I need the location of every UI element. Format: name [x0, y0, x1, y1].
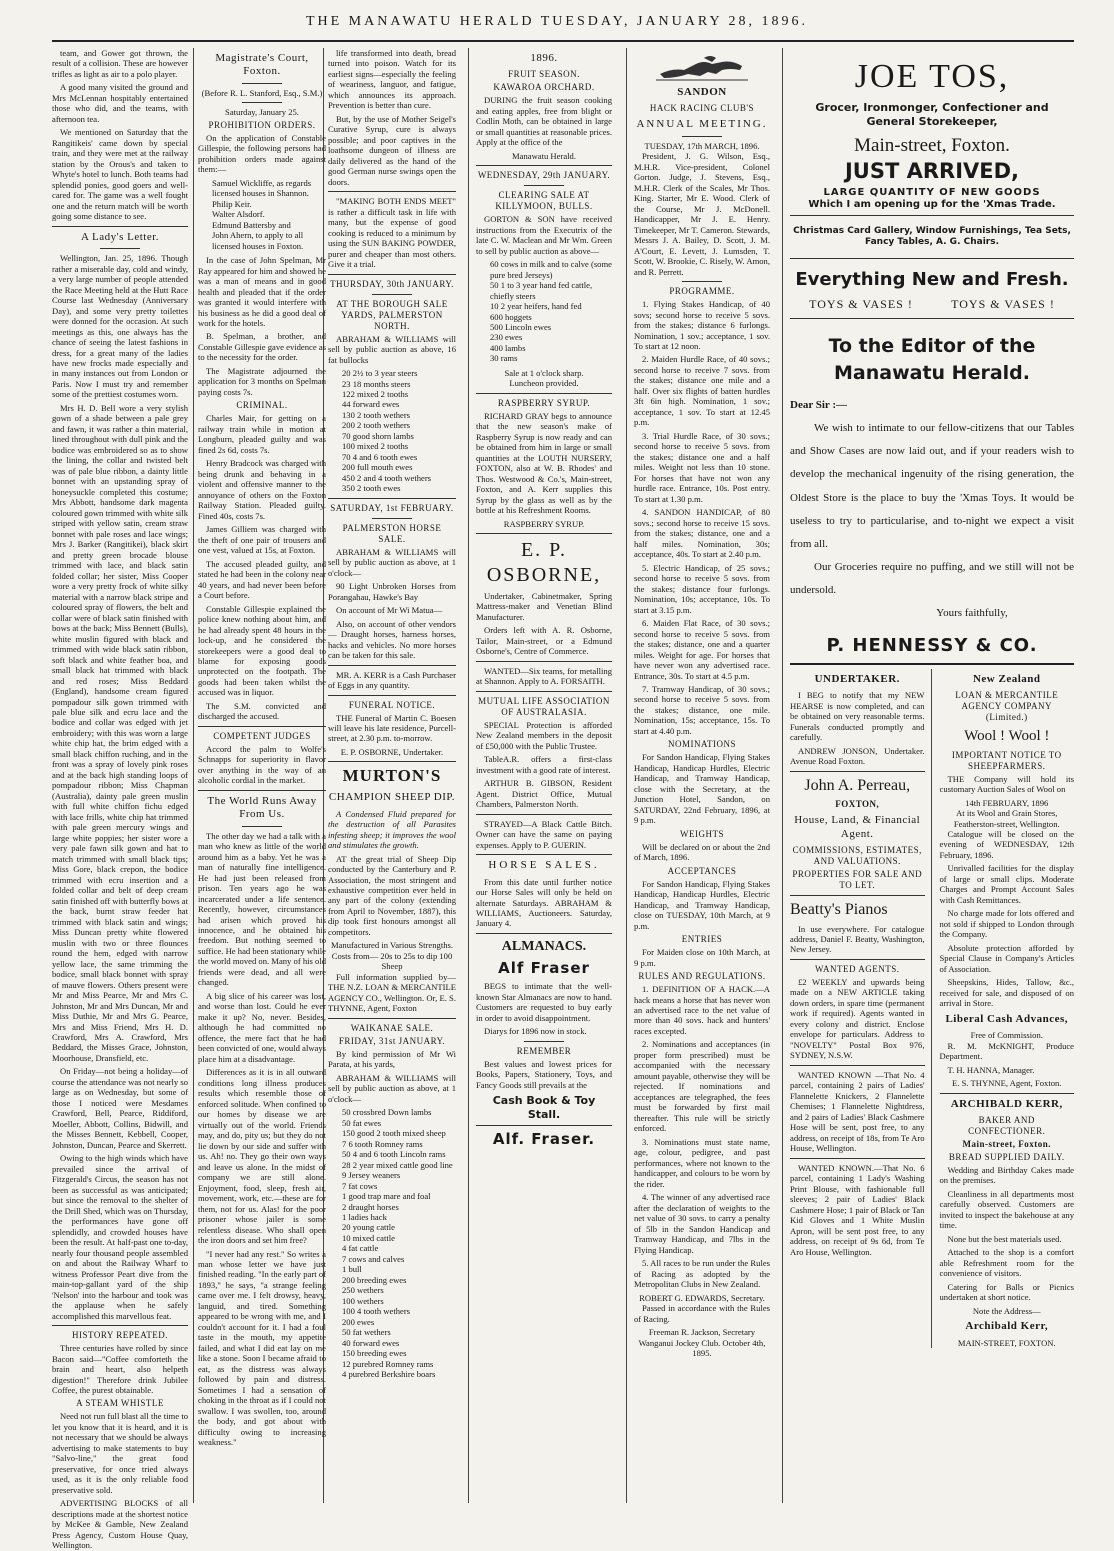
list-item: 150 breeding ewes: [342, 1348, 407, 1359]
court-date: Saturday, January 25.: [225, 107, 299, 118]
advert-text: ABRAHAM & WILLIAMS will sell by public auction as above, at 1 o'clock—: [328, 1072, 456, 1104]
advert-text: DURING the fruit season cooking and eating apples, free from blight or Codlin Moth, can be obtained in large or small quantities at reasonable prices. Apply at the office of the: [476, 95, 612, 148]
divider: [328, 695, 456, 696]
article-text: A big slice of his career was lost, and worse than lost. Could he ever make it up? No, never. Besides, although he had committed no offence, the mere fact that he had been convicted of one, would always place him at a disadvantage.: [198, 990, 326, 1064]
advert-text: Sale at 1 o'clock sharp.: [504, 367, 584, 378]
advert-text: Catalogue will be closed on the evening of WEDNESDAY, 12th February, 1896.: [939, 829, 1074, 860]
advert-subtitle: CHAMPION SHEEP DIP.: [328, 791, 456, 804]
rule-item: 2. Nominations and acceptances (in proper form prescribed) must be accompanied with the necessary amount payable, otherwise they will be rejected. If nominations and acceptances are telegraphed, the fees must be forwarded by first mail thereafter. This rule will be strictly enforced.: [634, 1039, 770, 1134]
advert-text: ARTHUR B. GIBSON, Resident Agent. District Office, Mutual Chambers, Palmerston North.: [476, 778, 612, 810]
list-item: 200 breeding ewes: [342, 1274, 407, 1285]
article-text: A good many visited the ground and Mrs McLennan hospitably entertained those who did, and the teams, with afternoon tea.: [52, 82, 188, 124]
divider: [242, 83, 282, 84]
advert-text: House, Land, & Financial Agent.: [794, 814, 921, 840]
advert-subtitle: HACK RACING CLUB'S: [649, 103, 755, 114]
advert-address: Main-street, Foxton.: [962, 1138, 1052, 1149]
column-divider: [782, 48, 783, 1503]
section-title: WEIGHTS: [680, 828, 724, 839]
list-item: Samuel Wickliffe, as regards licensed houses in Shannon.: [212, 177, 312, 199]
advert-text: For Sandon Handicap, Flying Stakes Handicap, Handicap Hurdles, Electric Handicap, and Tramway Handicap, close with the Secretary, at the Junction Hotel, Sandon, on SATURDAY, 22nd February, 1896, at 9 p.m.: [634, 752, 770, 826]
list-item: John Ahern, to apply to all licensed houses in Foxton.: [212, 230, 304, 251]
divider: [790, 1158, 925, 1159]
advert-signature: Alf. Fraser.: [492, 1129, 596, 1148]
letter-title: To the Editor of the Manawatu Herald.: [828, 334, 1036, 384]
advert-text: Also, on account of other vendors— Draught horses, harness horses, hacks and vehicles. No more horses can be taken for this sale.: [328, 618, 456, 661]
advert-title: RASPBERRY SYRUP.: [497, 397, 591, 408]
advert-subtitle: FOXTON,: [835, 799, 880, 810]
column-divider: [468, 48, 469, 1503]
article-text: The accused pleaded guilty, and stated he had been in the colony near 40 years, and had never been before a Court before.: [198, 558, 326, 601]
advert-title: E. P. OSBORNE,: [486, 539, 602, 586]
divider: [940, 1093, 1075, 1094]
advert-text: ABRAHAM & WILLIAMS will sell by public auction as above, at 1 o'clock—: [328, 546, 456, 578]
list-item: 4 fat cattle: [342, 1243, 379, 1254]
advert-text: ABRAHAM & WILLIAMS will sell by public auction as above, 16 fat bullocks: [328, 333, 456, 365]
advert-text: Christmas Card Gallery, Window Furnishings, Tea Sets, Fancy Tables, A. G. Chairs.: [793, 226, 1071, 248]
divider: [476, 814, 612, 815]
advert-text: 90 Light Unbroken Horses from Porangahau, Hawke's Bay: [328, 581, 456, 602]
race-item: 6. Maiden Flat Race, of 30 sovs.; second horse to receive 5 sovs. from the stakes; distance, one and a quarter miles. Weight for age. For horses that have never won any advertised race. Entrance, 30s. To start at 4.5 p.m.: [634, 618, 770, 681]
list-item: 500 Lincoln ewes: [490, 322, 552, 332]
column-5: [634, 48, 770, 1503]
article-text: On the application of Constable Gillespie, the following persons had prohibition orders made against them:—: [198, 132, 326, 175]
divider: [476, 393, 612, 394]
race-item: 4. SANDON HANDICAP, of 80 sovs.; second horse to receive 15 sovs. from the stakes; distance, one and a half miles. Nomination, 30s; acceptance, 40s. To start at 2.40 p.m.: [634, 507, 770, 560]
advert-signature: Manawatu Herald.: [512, 150, 576, 161]
list-item: 20 young cattle: [342, 1222, 395, 1233]
divider: [328, 274, 456, 275]
advert-text: Luncheon provided.: [509, 378, 579, 389]
divider: [372, 518, 412, 519]
divider: [524, 185, 564, 186]
article-text: James Gilliem was charged with the theft of one pair of trousers and one vest, valued at 15s, at Foxton.: [198, 524, 326, 556]
advert-text: RICHARD GRAY begs to announce that the new season's make of Raspberry Syrup is now ready and can be obtained from him in large or small quantities at the LOUTH NURSERY, FOXTON, also at W. B. Rhodes' and Thos. Westwood & Co.'s, Main-street, Foxton, and A. Kerr supplies this Syrup by the glass as well as by the bottle at his Refreshment Rooms.: [476, 410, 612, 516]
advert-text: COMMISSIONS, ESTIMATES, AND VALUATIONS.: [792, 845, 922, 867]
advert-text: Unrivalled facilities for the display of large or small clips. Moderate Charges and Prompt Account Sales with Cash Remittances.: [939, 863, 1074, 905]
advert-title: MUTUAL LIFE ASSOCIATION OF AUSTRALASIA.: [478, 695, 610, 717]
article-title: A Lady's Letter.: [80, 230, 160, 243]
letter-salutation: Dear Sir :—: [790, 399, 848, 412]
column-divider: [193, 48, 194, 1503]
sale-date: FRIDAY, 31st JANUARY.: [338, 1035, 446, 1046]
divider: [242, 826, 282, 827]
article-text: "I never had any rest." So writes a man whose letter we have just finished reading. "In the early part of 1893," he says, "a strange feeling came over me. I felt drowsy, heavy, languid, and tired. Something appeared to be wrong with me, and I couldn't account for it. I had a foul taste in the mouth, my appetite failed, and what I did eat lay on me like a stone. Soon I became afraid to eat, as the distress was always followed by pain and distress. Sometimes I had a sensation of choking in the throat as if I could not swallow. I was swollen, too, around the body, and got about with difficulty owing to increasing weakness.": [198, 1248, 326, 1448]
section-title: PROGRAMME.: [669, 286, 735, 297]
advert-text: Attached to the shop is a comfort able Refreshment room for the convenience of visitors.: [939, 1247, 1074, 1279]
column-1: [52, 48, 189, 1551]
divider: [328, 1018, 456, 1019]
article-title: The World Runs Away From Us.: [207, 794, 317, 821]
advert-text: GORTON & SON have received instructions from the Executrix of the late C. W. Maclean and Mr Wm. Green to sell by public auction as above—: [476, 214, 612, 256]
advert-title: John A. Perreau,: [804, 776, 911, 794]
list-item: 60 cows in milk and to calve (some pure bred Jerseys): [490, 259, 612, 280]
divider: [790, 959, 925, 960]
list-item: 50 fat ewes: [342, 1117, 382, 1128]
article-text: Accord the palm to Wolfe's Schnapps for superiority in flavor over anything in the way of an alcoholic cordial in the market.: [198, 743, 326, 786]
divider: [476, 691, 612, 692]
advert-text: Cleanliness in all departments most carefully observed. Customers are invited to inspect the bakehouse at any time.: [939, 1188, 1074, 1231]
list-item: 44 forward ewes: [342, 399, 400, 410]
list-item: 600 hoggets: [490, 311, 532, 322]
masthead-rule: [52, 40, 1074, 42]
race-item: 3. Trial Hurdle Race, of 30 sovs.; second horse to receive 5 sovs. from the stakes; distance one and a half miles. Weight not less than 10 stone. For horses that have not won any hurdle race. Entrance, 10s. Post entry. To start at 1.30 p.m.: [634, 430, 770, 504]
article-text: Mrs H. D. Bell wore a very stylish gown of a shade between a pale grey and fawn, it was rather a thin material, lined throughout with dull pink and the bodice was embroidered so as to show the lining, the collar and twisted belt was of pale blue ribbon, a dainty little bonnet with an upstanding spray of honeysuckle completed this costume; Mrs Abbott, handsome dark magenta coloured gown trimmed with white silk striped with yellow satin, cream straw bonnet with pale roses and lace wings; Mrs J. Barker (Rangitikei), black skirt and pretty green brocade blouse trimmed with lace, and black satin folded collar; her sister, Miss Cooper wore a very pretty frock of white silky material with a narrow black stripe and coloured spray of flowers, the belt and collar were of black satin finished with bows at the back; Miss Bennett (Bulls), white muslin figured with black and trimmed with wide black satin ribbon, soft black and white feather boa, and small black hat trimmed with black and red roses; Miss Beddard (England), handsome cream figured pompadour silk gown trimmed with pale blue silk and ecru lace and the bodice and collar was edged with jet embroidery; with this was worn a large white chip hat, the brim edged with a small black chiffon ruching, and in the front was a spray of lovely pink roses and at the back high standing loops of pompadour ribbon; Miss Chapman (Australia), dainty pale green muslin with full white chiffon fichu edged with lace frills, white chip hat trimmed with pale green mercury wings and large white poppies; her sister wore a very pale fawn silk gown and hat to match trimmed with small black tips; Miss Gore, black crepon, the bodice trimmed with ecru insertion and a folded collar and belt of deep cream satin finished off with butterfly bows at the back, burnt straw feeder hat trimmed with black satin and wings; Miss Duncan pretty white flowered muslin with two or three flounces round the hem, edged with narrow yellow lace, the same trimming the bodice, small black bonnet with spray of mauve flowers. Others present were Mr and Miss Pearce, Mr and Mrs C. Johnston, Mr and Mrs Duncan, Mr and Miss Duthie, Mr and Mrs G. Pearce, Mrs and Miss Friend, Mrs H. D. Crawford, Mrs A. Crawford, Mrs Beddard, the Misses Grace, Johnston, Moorhouse, Dransfield, etc.: [52, 402, 188, 1063]
list-item: 7 cows and calves: [342, 1253, 405, 1264]
article-text: Wellington, Jan. 25, 1896. Though rather a miserable day, cold and windy, a very large number of people attended the Race Meeting held at the Hutt Race Course last Wednesday (Anniversary Day), and some very pretty toilettes were donned for the occasion. At such meetings as this, one always has the chance of seeing the latest fashions in dress, for a great many of the ladies have new frocks made especially and in many instances out from London or Paris. Now I must try and remember some of the prettiest costumes worn.: [52, 253, 188, 400]
advert-headline: Everything New and Fresh.: [795, 269, 1069, 291]
advert-text: Free of Commission.: [970, 1030, 1043, 1041]
advert-text: T. H. HANNA, Manager.: [947, 1064, 1035, 1075]
advert-title: Beatty's Pianos: [790, 901, 888, 918]
letter-signature: P. HENNESSY & CO.: [826, 635, 1038, 657]
list-item: 100 4 tooth wethers: [342, 1306, 411, 1317]
classified-left: [790, 669, 932, 1348]
divider: [476, 854, 612, 855]
advert-text: At its Wool and Grain Stores, Featherston-street, Wellington.: [953, 808, 1060, 829]
advert-subtitle: LOAN & MERCANTILE AGENCY COMPANY (Limited.): [955, 690, 1059, 723]
advert-text: Full information supplied by— THE N.Z. LOAN & MERCANTILE AGENCY CO., Wellington. Or, E. S. THYNNE, Agent, Foxton: [328, 971, 456, 1014]
advert-text: For Maiden close on 10th March, at 9 p.m.: [634, 947, 770, 968]
divider: [790, 1065, 925, 1066]
advert-subtitle: Grocer, Ironmonger, Confectioner and General Storekeeper,: [815, 101, 1049, 128]
list-item: 50 fat wethers: [342, 1327, 391, 1338]
advert-title: FRUIT SEASON.: [508, 69, 580, 80]
advert-title: JOE TOS,: [854, 58, 1010, 95]
list-item: 50 4 and 6 tooth Lincoln rams: [342, 1149, 446, 1160]
divider: [790, 771, 925, 772]
divider: [328, 665, 456, 666]
list-item: 70 good shorn lambs: [342, 430, 414, 441]
article-text: In the case of John Spelman, Mr Ray appeared for him and showed he was a man of means and in good health and pleaded that if the order was granted it would interfere with his business as he did a good deal of work for the hotels.: [198, 255, 326, 328]
advert-text: WANTED KNOWN.—That No. 6 parcel, containing 1 Lady's Washing Print Blouse, with fashionable full sleeves; 2 pair of Ladies' Black Cashmere Hose; 1 pair of Black or Tan Kid Gloves and 1 White Muslin Apron, will be sent post free, to any address, on receipt of 9s 6d, from Te Aro House, Wellington.: [790, 1162, 925, 1257]
advert-title: SANDON: [677, 86, 727, 98]
article-text: On Friday—not being a holiday—of course the attendance was not nearly so large as on Wednesday, but some of those I noticed were Mesdames Crawford, Bell, Pearce, Riddiford, Moeller, Abbott, Collins, Bidwill, and the Misses Bennett, Kebbell, Cooper, Johnston, Duncan, Pearce and Skerrett.: [52, 1066, 189, 1150]
notice-text: THE Funeral of Martin C. Boesen will leave his late residence, Purcell-street, at 2.30 p.m. to-morrow.: [328, 712, 456, 744]
list-item: 200 ewes: [342, 1316, 375, 1327]
divider: [242, 102, 282, 103]
sale-list: [490, 259, 612, 364]
notice-title: FUNERAL NOTICE.: [348, 699, 436, 710]
advert-text: Undertaker, Cabinetmaker, Spring Mattress-maker and Venetian Blind Manufacturer.: [476, 590, 612, 622]
sale-date: SATURDAY, 1st FEBRUARY.: [330, 502, 454, 513]
article-text: Differences as it is in all outward conditions long illness produces results which resemble those of enforced solitude. When confined to our homes by disease we are virtually out of the world. Friends may, and do, pity us; but they do not lie down by our side and suffer with us. Ah! no. They go their own ways and leave us alone. In the midst of company we are still alone. Enjoyment, food, sleep, fresh air, movement, work, etc.—these are for them, not for us. Alas! for the poor prisoner whose jailer is some relentless disease. Who shall open the iron doors and set him free?: [198, 1067, 326, 1246]
sale-title: PALMERSTON HORSE SALE.: [342, 522, 442, 544]
letter-text: Our Groceries require no puffing, and we still will not be undersold.: [790, 560, 1074, 596]
rule-item: 4. The winner of any advertised race after the declaration of weights to the net value of 30 sovs. to carry a penalty of 5lb in the Sandon Handicap and Tramway Handicap, and 7lbs in the Flying Handicap.: [634, 1192, 770, 1255]
column-2: [198, 48, 326, 1503]
advert-text: Sheepskins, Hides, Tallow, &c., received for sale, and disposed of on arrival in Store.: [939, 977, 1074, 1009]
advert-signature: E. S. THYNNE, Agent, Foxton.: [952, 1078, 1062, 1089]
advert-subtitle: REMEMBER: [516, 1045, 572, 1056]
article-title: COMPETENT JUDGES: [213, 730, 311, 741]
list-item: 40 forward ewes: [342, 1337, 400, 1348]
sale-title: CLEARING SALE AT KILLYMOON, BULLS.: [495, 190, 593, 212]
list-item: Walter Alsdorf.: [212, 209, 265, 220]
toys-row: [790, 297, 1074, 312]
section-title: RULES AND REGULATIONS.: [638, 971, 766, 982]
racehorse-icon: [652, 50, 752, 82]
divider: [372, 294, 412, 295]
article-title: Magistrate's Court, Foxton.: [215, 52, 309, 78]
divider: [476, 933, 612, 934]
advert-signature: RASPBERRY SYRUP.: [503, 518, 585, 529]
advert-subtitle: BAKER AND CONFECTIONER.: [968, 1114, 1046, 1136]
advert-text: THE Company will hold its customary Auction Sales of Wool on: [939, 773, 1074, 795]
divider: [524, 1041, 564, 1042]
divider: [52, 226, 188, 227]
advert-text: I BEG to notify that my NEW HEARSE is now completed, and can be obtained on very reasonable terms. Funerals conducted promptly and carefully.: [790, 690, 925, 743]
list-item: 12 purebred Romney rams: [342, 1358, 434, 1369]
divider: [100, 248, 140, 249]
advert-text: Will be declared on or about the 2nd of March, 1896.: [634, 841, 770, 863]
column-6: [790, 48, 1074, 1503]
rule-item: 3. Nominations must state name, age, colour, pedigree, and past performances, where not known to the handicapper, and colours to be worn by the rider.: [634, 1136, 770, 1189]
list-item: 28 2 year mixed cattle good line: [342, 1159, 453, 1170]
advert-title: WANTED AGENTS.: [815, 963, 900, 974]
divider: [198, 790, 326, 791]
sale-place: AT THE BOROUGH SALE YARDS, PALMERSTON NORTH.: [336, 298, 448, 331]
advert-subtitle: KAWAROA ORCHARD.: [493, 82, 595, 93]
letter-closing: Yours faithfully,: [936, 606, 1008, 619]
divider: [682, 136, 722, 137]
list-item: 30 rams: [490, 353, 518, 364]
article-text: team, and Gower got thrown, the result of a collision. These are however trifles as light as air to a polo player.: [52, 48, 188, 79]
court-before: (Before R. L. Stanford, Esq., S.M.): [201, 87, 323, 98]
advert-text: £2 WEEKLY and upwards being made on a NEW ARTICLE taking down orders, in spare time (permanent work if required). Agents wanted in every colony and district. Enclose envelope for particulars. Address to "NOVELTY" Postal Box 976, SYDNEY, N.S.W.: [790, 976, 925, 1061]
divider: [198, 726, 326, 727]
advert-text: Note the Address—: [972, 1305, 1041, 1316]
list-item: Philip Keir.: [212, 198, 252, 209]
advert-text: From this date until further notice our Horse Sales will only be held on alternate Saturdays. ABRAHAM & WILLIAMS, Auctioneers. Saturday, January 4.: [476, 876, 612, 929]
article-text: life transformed into death, bread turned into poison. Watch for its earliest signs—especially the feeling of weariness, languor, and fatigue, which announces its approach. Prevention is better than cure.: [328, 48, 456, 111]
advert-text: None but the best materials used.: [947, 1233, 1062, 1244]
advert-date: 14th FEBRUARY, 1896: [965, 797, 1049, 808]
article-title: A STEAM WHISTLE: [76, 1398, 164, 1409]
divider: [682, 281, 722, 282]
masthead: THE MANAWATU HERALD TUESDAY, JANUARY 28, 1896.: [305, 14, 809, 29]
advert-text: Orders left with A. R. Osborne, Tailor, Main-street, or a Edmund Osborne's, Centre of Commerce.: [476, 625, 612, 657]
advert-title: New Zealand: [972, 673, 1041, 686]
advert-text: SPECIAL Protection is afforded New Zealand members in the deposit of £50,000 with the Public Trustee.: [476, 719, 612, 751]
section-title: CRIMINAL.: [236, 400, 288, 411]
divider: [476, 533, 612, 534]
section-title: ENTRIES: [681, 934, 723, 945]
classified-right: [940, 669, 1075, 1348]
list-item: 400 lambs: [490, 342, 526, 353]
advert-text: "MAKING BOTH ENDS MEET" is rather a difficult task in life with many, but the expense of good cooking is reduced to a minimum by using the SUN BAKING POWDER, purer and cheaper than most others. Give it a trial.: [328, 196, 456, 270]
divider: [790, 215, 1074, 216]
article-text: The S.M. convicted and discharged the accused.: [198, 700, 326, 722]
list-item: 1 ladies hack: [342, 1212, 387, 1222]
advert-text: President, J. G. Wilson, Esq., M.H.R. Vice-president, Colonel Gorton. Judge, J. Stevens, Esq., M.H.R. Clerk of the Scales, Mr Thos. King. Starter, Mr E. Wood. Clerk of the Course, Mr J. McDonell. Handicapper, Mr J. E. Henry. Timekeeper, Mr T. Cameron. Stewards, Messrs J. A. Bailey, D. Scott, J. M. A'Court, E. Levett, J. Lumsden, T. Scott, W. Brookie, C. Risely, W. Amon, and R. Perrett.: [634, 151, 770, 277]
advert-text: Diarys for 1896 now in stock.: [484, 1026, 587, 1037]
list-item: 50 crossbred Down lambs: [342, 1107, 432, 1118]
list-item: 200 2 tooth wethers: [342, 420, 411, 431]
divider: [328, 191, 456, 192]
list-item: 130 2 tooth wethers: [342, 409, 411, 420]
advert-title: Cash Book & Toy Stall.: [492, 1094, 596, 1121]
advert-text: In use everywhere. For catalogue address, Daniel F. Beatty, Washington, New Jersey.: [790, 923, 925, 955]
sale-date: WEDNESDAY, 29th JANUARY.: [477, 170, 611, 181]
meeting-date: TUESDAY, 17th MARCH, 1896.: [644, 140, 760, 151]
advert-text: Catering for Balls or Picnics undertaken at short notice.: [939, 1281, 1074, 1303]
advert-text: By kind permission of Mr Wi Parata, at his yards,: [328, 1048, 456, 1070]
advert-subtitle: ANNUAL MEETING.: [636, 118, 768, 131]
advert-text: LARGE QUANTITY OF NEW GOODS: [823, 187, 1041, 199]
divider: [476, 165, 612, 166]
advert-text: AT the great trial of Sheep Dip conducted by the Canterbury and P. Association, the most stringent and exhaustive competition ever held in any part of the colony (extending from April to November, 1887), this dip took first honours amongst all competitors.: [328, 853, 456, 937]
sale-list: [342, 368, 456, 494]
list-item: Edmund Battersby and: [212, 219, 291, 230]
race-item: 5. Electric Handicap, of 25 sovs.; second horse to receive 5 sovs. from the stakes; distance four furlongs. Nomination, 10s; acceptance, 10s. To start at 3.15 p.m.: [634, 562, 770, 615]
article-text: But, by the use of Mother Seigel's Curative Syrup, cure is always possible; and poor captives in the loathsome dungeon of illness are daily delivered as the hand of the good German nurse swings open the doors.: [328, 113, 456, 187]
divider: [790, 258, 1074, 259]
letter-text: We wish to intimate to our fellow-citizens that our Tables and Show Cases are now laid out, and if your readers wish to develop the mechanical ingenuity of the rising generation, the Oldest Store is the place to buy the 'Xmas Toys. It would be useless to try to particularise, and to-night we expect a visit from all.: [790, 422, 1074, 550]
year-heading: 1896.: [530, 52, 558, 64]
advert-title: MURTON'S: [342, 766, 442, 786]
sale-title: WAIKANAE SALE.: [350, 1022, 434, 1033]
advert-text: Best values and lowest prices for Books, Papers, Stationery, Toys, and Fancy Goods still prevails at the: [476, 1058, 612, 1090]
advert-headline: Wool ! Wool !: [964, 728, 1050, 745]
advert-signature: ANDREW JONSON, Undertaker. Avenue Road Foxton.: [790, 745, 925, 767]
article-text: Three centuries have rolled by since Bacon said—"Coffee comforteth the brain and heart, also helpeth digestion!" Therefore drink Jubilee Coffee, the purest obtainable.: [52, 1343, 188, 1395]
advert-text: BEGS to intimate that the well-known Star Almanacs are now to hand. Customers are requested to buy early in order to avoid disappointment.: [476, 981, 612, 1023]
advert-text: BREAD SUPPLIED DAILY.: [948, 1151, 1065, 1162]
divider: [328, 761, 456, 762]
advert-title: HORSE SALES.: [488, 859, 600, 872]
race-item: 7. Tramway Handicap, of 30 sovs.; second horse to receive 5 sovs. from the stakes; distance, one mile. Nomination, 15s; acceptance, 15s. To start at 4.40 p.m.: [634, 684, 770, 736]
article-text: B. Spelman, a brother, and Constable Gillespie gave evidence as to the necessity for the order.: [198, 331, 326, 363]
column-3: [328, 48, 456, 1503]
article-text: Owing to the high winds which have prevailed since the arrival of Fitzgerald's Circus, the season has not been as successful as was anticipated; but since the removal to the shelter of the Drill Shed, which was on Thursday, the performances have gone off splendidly, and crowded houses have been the result. At half-past one to-day, nearly four thousand people assembled on and about the Railway Wharf to witness Professor Peart dive from the main-top-gallant yard of the ship 'Nelson' into the harbour and took was the applause when he safely accomplished this marvellous feat.: [52, 1153, 188, 1321]
column-divider: [626, 48, 627, 1503]
list-item: 250 wethers: [342, 1285, 384, 1296]
advert-text: Absolute protection afforded by Special Clause in Company's Articles of Association.: [939, 942, 1074, 974]
advert-text: For Sandon Handicap, Flying Stakes Handicap, Handicap Hurdles, Electric Handicap, and Tramway Handicap, close on TUESDAY, 10th March, at 9 p.m.: [634, 878, 770, 931]
advert-text: WANTED—Six teams, for metalling at Shannon. Apply to A. FORSAITH.: [476, 665, 612, 687]
list-item: 230 ewes: [490, 332, 523, 343]
sale-list: [342, 1107, 456, 1380]
article-text: The Magistrate adjourned the application for 3 months on Spelman paying costs 7s.: [198, 365, 326, 397]
list-item: 70 4 and 6 tooth ewes: [342, 451, 418, 462]
advert-headline: Liberal Cash Advances,: [945, 1012, 1069, 1025]
advert-address: MAIN-STREET, FOXTON.: [957, 1337, 1056, 1348]
article-text: Henry Bradcock was charged with being drunk and behaving in a violent and offensive manner to the annoyance of others on the Foxton Railway Station. Pleaded guilty. Fined 40s, costs 7s.: [198, 458, 326, 521]
advert-text: Wedding and Birthday Cakes made on the premises.: [939, 1164, 1074, 1186]
list-item: 450 2 and 4 tooth wethers: [342, 472, 432, 483]
list-item: 20 2½ to 3 year steers: [342, 368, 418, 379]
section-title: ACCEPTANCES: [667, 865, 737, 876]
advert-title: ARCHIBALD KERR,: [950, 1097, 1063, 1110]
list-item: 350 2 tooth ewes: [342, 483, 401, 494]
advert-text: TableA.R. offers a first-class investment with a good rate of interest.: [476, 754, 612, 775]
divider: [328, 498, 456, 499]
divider: [790, 895, 925, 896]
list-item: 100 wethers: [342, 1295, 384, 1306]
advert-text: On account of Mr Wi Matua—: [336, 605, 443, 616]
list-item: 23 18 months steers: [342, 378, 411, 389]
advert-text: WANTED KNOWN —That No. 4 parcel, containing 2 pairs of Ladies' Flannelette Knickers, 2 Flannelette Chemises; 1 Flannelette Nightdress, and 2 pairs of Ladies' Black Cashmere Hose will be sent, post free, to any address, on receipt of 18s, from Te Aro House, Wellington.: [790, 1069, 925, 1154]
advert-text: R. M. McKNIGHT, Produce Department.: [939, 1040, 1074, 1062]
advert-signature: Archibald Kerr,: [965, 1320, 1049, 1333]
list-item: 10 2 year heifers, hand fed: [490, 301, 582, 312]
advert-text: Costs from— 20s to 25s to dip 100 Sheep: [331, 950, 453, 972]
list-item: 2 draught horses: [342, 1201, 399, 1212]
advert-title: Alf Fraser: [498, 959, 590, 978]
advert-text: Passed in accordance with the Rules of Racing.: [634, 1303, 770, 1324]
advert-text: A Condensed Fluid prepared for the destruction of all Parasites infesting sheep; it improves the wool and stimulates the growth.: [328, 808, 456, 851]
list-item: 100 mixed 2 tooths: [342, 441, 409, 452]
race-item: 1. Flying Stakes Handicap, of 40 sovs; second horse to receive 5 sovs. from the stakes; distance 6 furlongs. Nomination, 1 sov.; acceptance, 1 sov. To start at 12 noon.: [634, 299, 770, 351]
advert-title: ALMANACS.: [501, 938, 587, 954]
article-text: Constable Gillespie explained the police knew nothing about him, and he had already spent 48 hours in the lock-up, and he considered the storekeepers were a good deal to blame for exposing goods unprotected on the footpath. The goods had been taken whilst the accused was in liquor.: [198, 603, 326, 698]
list-item: 200 full mouth ewes: [342, 462, 413, 473]
advert-text: TOYS & VASES !: [809, 297, 913, 312]
list-item: 1 bull: [342, 1264, 362, 1275]
advert-text: STRAYED—A Black Cattle Bitch. Owner can have the same on paying expenses. Apply to P. GUERIN.: [476, 818, 612, 850]
article-text: We mentioned on Saturday that the Rangitikeis' came down by special train, and they were met at the railway station by the Orous's and taken to Whyte's hotel to lunch. Both teams had splendid ponies, good goers and well-cared for. The game was a well fought one and the return match will be worth going some distance to see.: [52, 127, 188, 222]
advert-text: MR. A. KERR is a Cash Purchaser of Eggs in any quantity.: [328, 669, 456, 691]
list-item: 7 6 tooth Romney rams: [342, 1138, 423, 1149]
classified-split: [790, 663, 1074, 1348]
names-list: [212, 178, 326, 251]
list-item: 9 Jersey weaners: [342, 1170, 401, 1181]
section-title: NOMINATIONS: [668, 739, 736, 750]
advert-text: Which I am opening up for the 'Xmas Trade.: [808, 199, 1056, 211]
article-text: ADVERTISING BLOCKS of all descriptions made at the shortest notice by McKee & Gamble, New Zealand Press Agency, Custom House Quay, Wellington.: [52, 1498, 188, 1551]
article-text: Charles Mair, for getting on a railway train while in motion at Longburn, pleaded guilty and was fined 2s 6d, costs 7s.: [198, 413, 326, 455]
article-text: The other day we had a talk with a man who knew as little of the world around him as a baby. Yet he was a man of naturally fine intelligence. He had just been released from prison. Ten years ago he was incarcerated under a life sentence. Recently, however, circumstances had arisen which proved his innocence, and he obtained his freedom. But nothing seemed to suffice. He had been stationary while the world moved on. Many of his old friends were dead, and all were changed.: [198, 830, 326, 988]
list-item: 122 mixed 2 tooths: [342, 388, 409, 399]
rule-item: 5. All races to be run under the Rules of Racing as adopted by the Metropolitan Clubs in New Zealand.: [634, 1258, 770, 1290]
rule-item: 1. DEFINITION OF A HACK.—A hack means a horse that has never won an advertised race to the net value of more than 40 sovs. hack and hunters' races excepted.: [634, 984, 770, 1036]
list-item: 10 mixed cattle: [342, 1232, 395, 1243]
list-item: 50 1 to 3 year hand fed cattle, chiefly steers: [490, 280, 593, 301]
column-4: [476, 48, 612, 1503]
article-text: Need not run full blast all the time to let you know that it is heard, and it is not necessary that we should be always advertising to make statements to buy "Salvo-line," the great food preservative, for once tried always used, as it is the only reliable food preservative sold.: [52, 1411, 188, 1495]
list-item: 150 good 2 tooth mixed sheep: [342, 1128, 446, 1139]
divider: [790, 318, 1074, 319]
advert-subtitle: IMPORTANT NOTICE TO SHEEPFARMERS.: [951, 749, 1062, 771]
sale-date: THURSDAY, 30th JANUARY.: [330, 278, 454, 289]
advert-signature: Freeman R. Jackson, Secretary Wanganui Jockey Club. October 4th, 1895.: [638, 1327, 766, 1358]
letter-body: [790, 394, 1074, 625]
advert-text: No charge made for lots offered and not sold if shipped to London through the Company.: [939, 908, 1074, 940]
divider: [52, 1325, 188, 1326]
advert-text: Manufactured in Various Strengths.: [330, 940, 454, 951]
advert-signature: ROBERT G. EDWARDS, Secretary.: [639, 1292, 765, 1303]
section-title: PROHIBITION ORDERS.: [208, 119, 316, 130]
article-title: HISTORY REPEATED.: [71, 1330, 168, 1341]
advert-address: Main-street, Foxton.: [854, 135, 1010, 157]
list-item: 1 good trap mare and foal: [342, 1191, 431, 1202]
list-item: 4 purebred Berkshire boars: [342, 1369, 436, 1380]
advert-text: TOYS & VASES !: [951, 297, 1055, 312]
list-item: 7 fat cows: [342, 1180, 378, 1191]
advert-title: UNDERTAKER.: [814, 673, 900, 686]
advert-headline: JUST ARRIVED,: [844, 159, 1020, 184]
advert-text: PROPERTIES FOR SALE AND TO LET.: [792, 869, 923, 891]
divider: [476, 1125, 612, 1126]
divider: [476, 661, 612, 662]
race-item: 2. Maiden Hurdle Race, of 40 sovs.; second horse to receive 7 sovs. from the stakes; distance one mile and a half. Over six flights of batten hurdles 3ft 6in high. Nomination, 1 sov.; acceptance, 1 sov. To start at 12.45 p.m.: [634, 354, 770, 428]
notice-signature: E. P. OSBORNE, Undertaker.: [340, 746, 444, 757]
